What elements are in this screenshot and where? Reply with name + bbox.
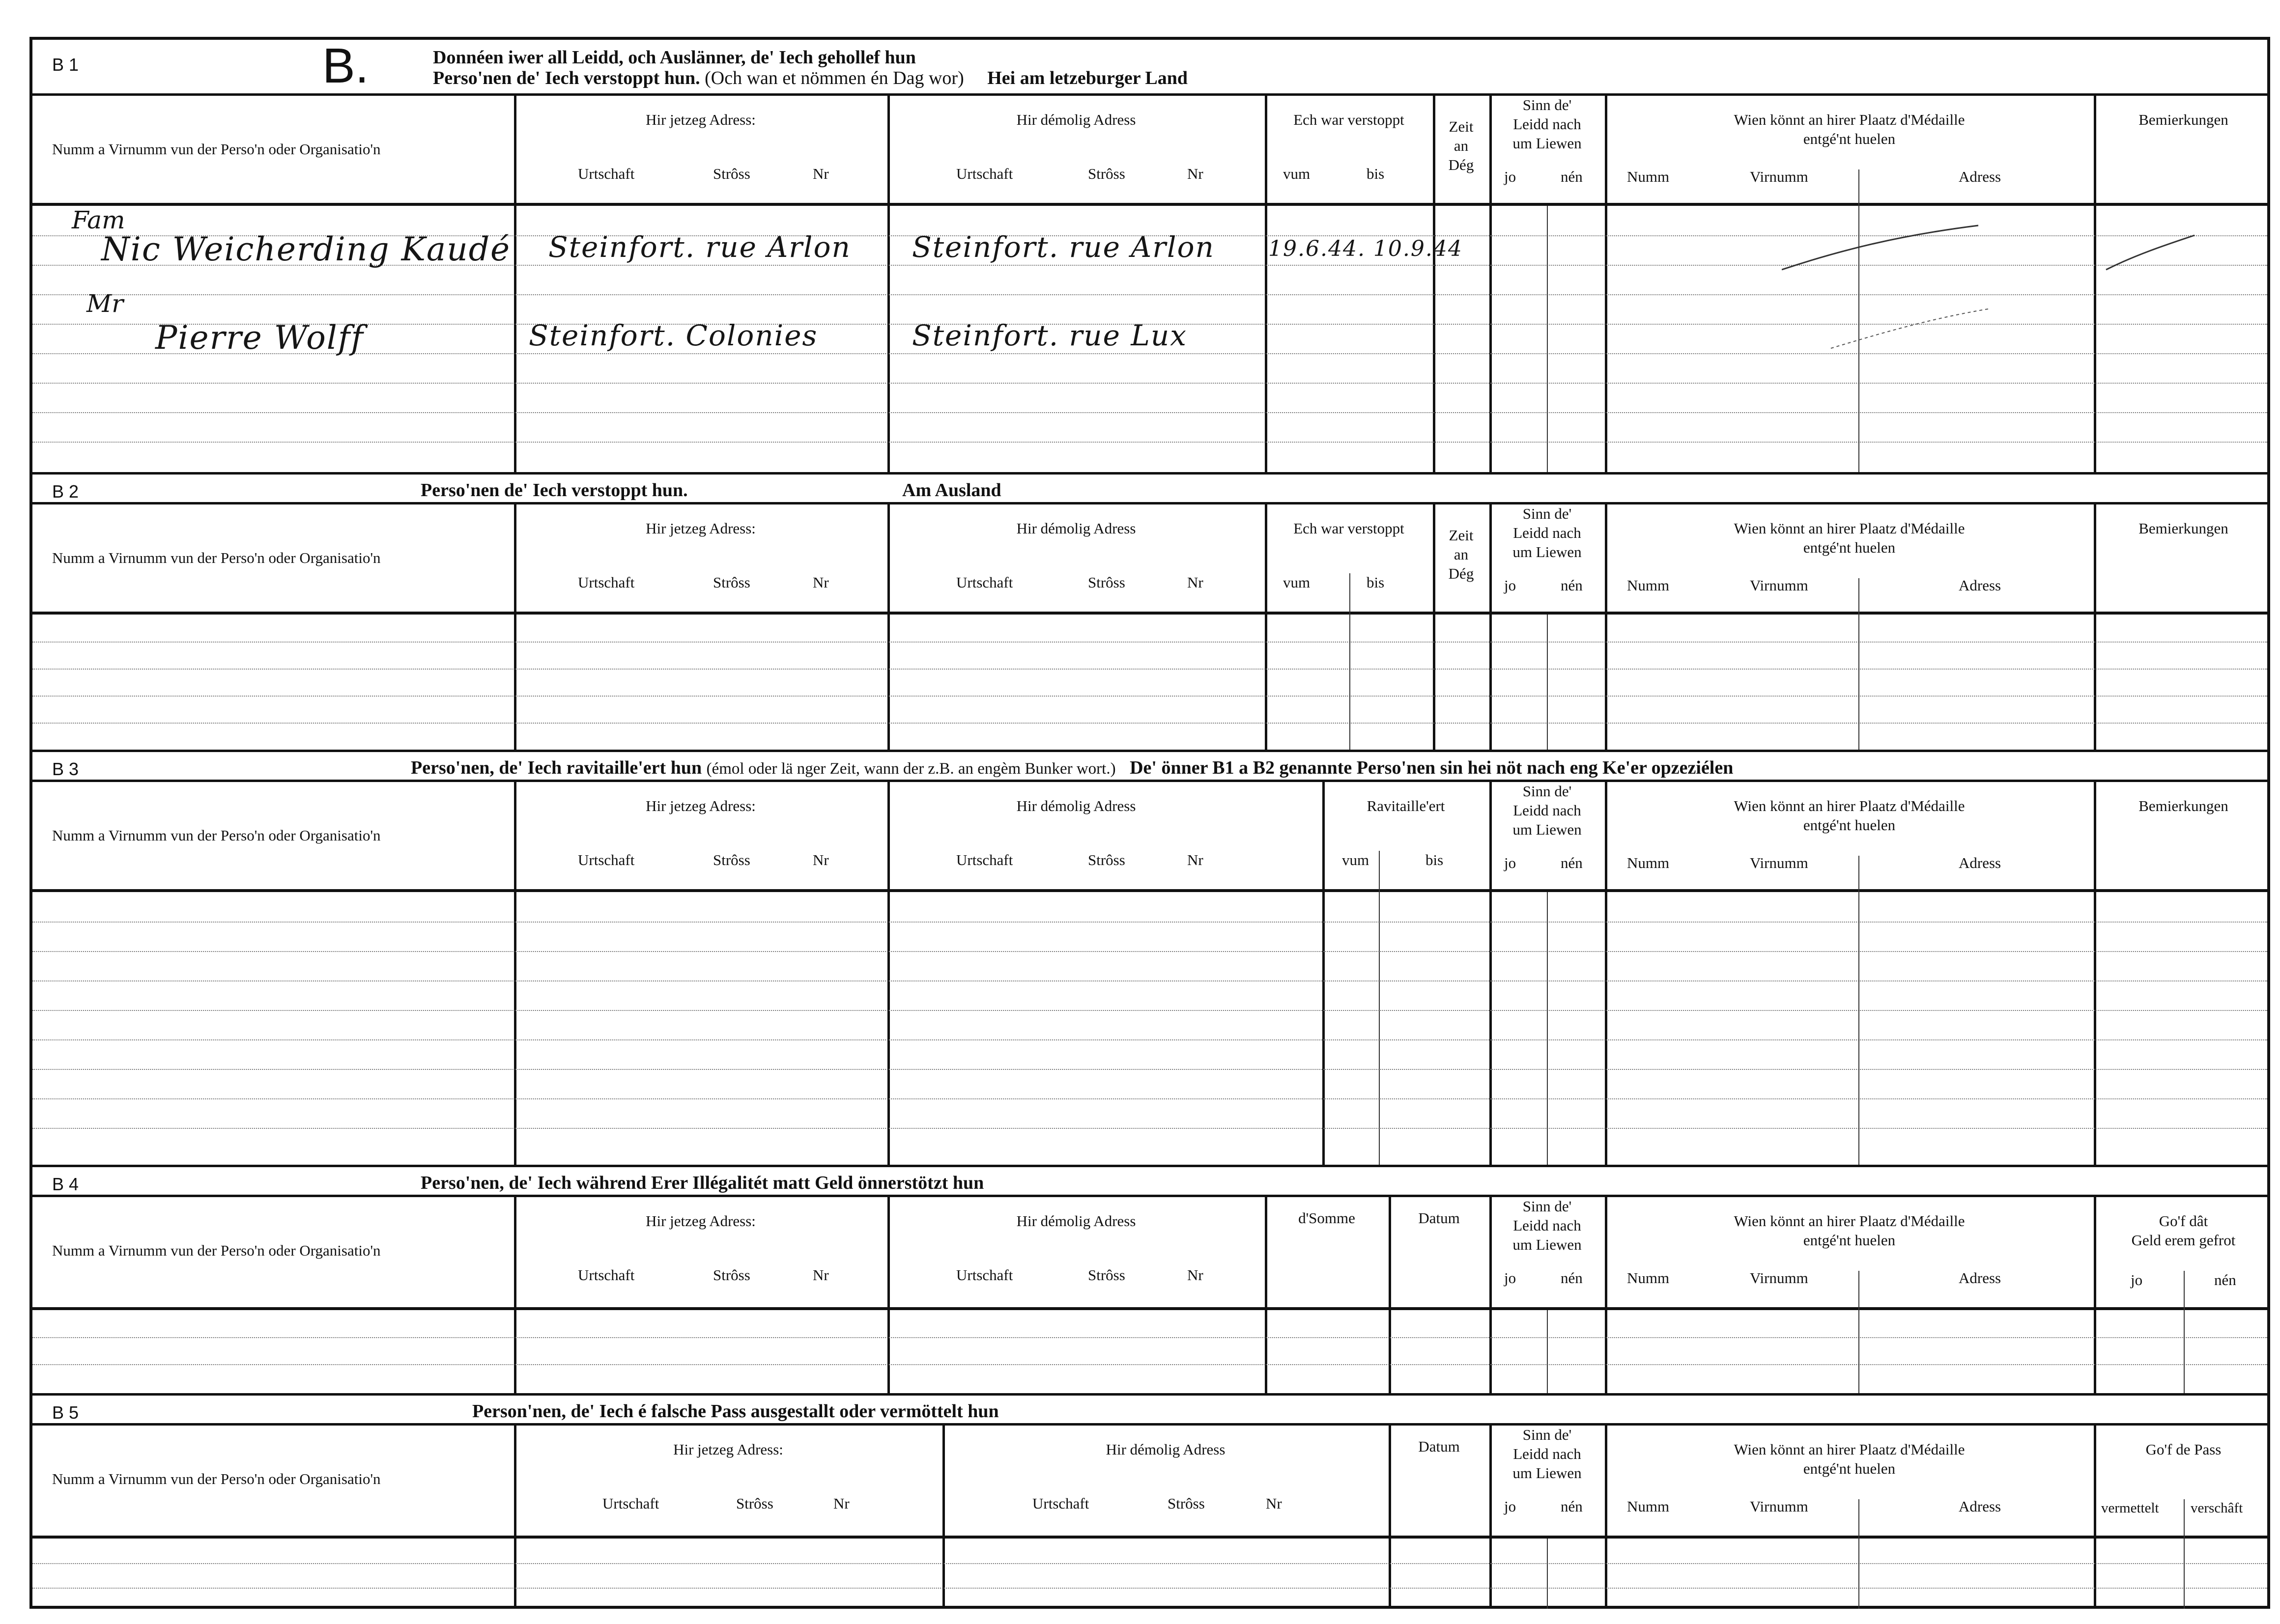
title-note: (émol oder lä nger Zeit, wann der z.B. an engèm Bunker wort.) xyxy=(706,760,1116,778)
stross-label: Strôss xyxy=(713,1266,750,1284)
b1-body xyxy=(32,206,2267,472)
section-id: B 4 xyxy=(52,1174,79,1194)
col-zeit: Zeit an Dég xyxy=(1448,118,1474,173)
col-name-label: Numm a Virnumm vun der Perso'n oder Organisatio'n xyxy=(52,827,381,844)
section-b3 xyxy=(32,750,2267,1165)
virnumm-label: Virnumm xyxy=(1750,168,1808,185)
col-prev-addr-label: Hir démolig Adress xyxy=(1016,520,1136,537)
urtschaft-label: Urtschaft xyxy=(578,1266,635,1284)
nr-label: Nr xyxy=(1266,1495,1282,1512)
numm-label: Numm xyxy=(1627,168,1670,185)
section-id: B 5 xyxy=(52,1402,79,1423)
nen-label: nén xyxy=(1561,1498,1583,1515)
stross-label: Strôss xyxy=(1088,165,1125,182)
section-title-line1: Donnéen iwer all Leidd, och Auslänner, de' Iech gehollef hun xyxy=(433,47,916,68)
nr-label: Nr xyxy=(813,574,829,591)
adress-label: Adress xyxy=(1959,1269,2001,1287)
col-name-label: Numm a Virnumm vun der Perso'n oder Organisatio'n xyxy=(52,1470,381,1487)
jo-label: jo xyxy=(1504,1498,1516,1515)
stross-label: Strôss xyxy=(713,165,750,182)
entry-prefix: Mr xyxy=(86,289,124,318)
jo-label: jo xyxy=(1504,854,1516,871)
entry-prev-addr: Steinfort. rue Lux xyxy=(912,319,1187,352)
virnumm-label: Virnumm xyxy=(1750,854,1808,871)
urtschaft-label: Urtschaft xyxy=(578,574,635,591)
entry-name: Pierre Wolff xyxy=(155,319,364,357)
numm-label: Numm xyxy=(1627,1269,1670,1287)
title-part: Perso'nen de' Iech verstoppt hun. xyxy=(433,68,700,88)
form-frame xyxy=(29,37,2270,1609)
col-zeit: Zeit an Dég xyxy=(1448,527,1474,582)
bis-label: bis xyxy=(1367,165,1385,182)
col-sinn: Sinn de' Leidd nach um Liewen xyxy=(1512,505,1582,560)
b5-body xyxy=(32,1539,2267,1609)
stross-label: Strôss xyxy=(1168,1495,1205,1512)
virnumm-label: Virnumm xyxy=(1750,1498,1808,1515)
section-title: Person'nen, de' Iech é falsche Pass ausgestallt oder vermöttelt hun xyxy=(472,1401,999,1422)
nr-label: Nr xyxy=(1187,165,1203,182)
nr-label: Nr xyxy=(813,165,829,182)
col-medaille: Wien könnt an hirer Plaatz d'Médaille entgé'nt huelen xyxy=(1734,1212,1965,1249)
b3-body xyxy=(32,892,2267,1165)
nr-label: Nr xyxy=(1187,1266,1203,1284)
col-hidden-label: Ech war verstoppt xyxy=(1293,111,1404,128)
col-name-label: Numm a Virnumm vun der Perso'n oder Organisatio'n xyxy=(52,1242,381,1259)
entry-cur-addr: Steinfort. rue Arlon xyxy=(548,230,851,264)
b5-column-header xyxy=(32,1426,2267,1539)
section-b4-header-bar xyxy=(32,1165,2267,1197)
col-name-label: Numm a Virnumm vun der Perso'n oder Organisatio'n xyxy=(52,549,381,566)
col-sinn: Sinn de' Leidd nach um Liewen xyxy=(1512,1426,1582,1482)
col-ravit-label: Ravitaille'ert xyxy=(1367,797,1445,814)
jo-label: jo xyxy=(2131,1271,2143,1288)
nen-label: nén xyxy=(1561,577,1583,594)
numm-label: Numm xyxy=(1627,577,1670,594)
stross-label: Strôss xyxy=(713,851,750,868)
urtschaft-label: Urtschaft xyxy=(578,165,635,182)
col-cur-addr-label: Hir jetzeg Adress: xyxy=(646,797,756,814)
title-part: Perso'nen, de' Iech ravitaille'ert hun xyxy=(411,757,702,778)
nr-label: Nr xyxy=(833,1495,850,1512)
col-gof-geld: Go'f dât Geld erem gefrot xyxy=(2131,1212,2236,1249)
col-hidden-label: Ech war verstoppt xyxy=(1293,520,1404,537)
b2-column-header xyxy=(32,504,2267,615)
urtschaft-label: Urtschaft xyxy=(578,851,635,868)
stross-label: Strôss xyxy=(1088,851,1125,868)
stross-label: Strôss xyxy=(1088,1266,1125,1284)
section-b4 xyxy=(32,1165,2267,1393)
section-id: B 1 xyxy=(52,55,79,75)
title-part: De' önner B1 a B2 genannte Perso'nen sin hei nöt nach eng Ke'er opzeziélen xyxy=(1130,757,1734,778)
col-medaille: Wien könnt an hirer Plaatz d'Médaille entgé'nt huelen xyxy=(1734,1441,1965,1477)
col-sinn: Sinn de' Leidd nach um Liewen xyxy=(1512,96,1582,152)
title-note: (Och wan et nömmen én Dag wor) xyxy=(705,68,964,88)
section-b3-header-bar xyxy=(32,750,2267,782)
adress-label: Adress xyxy=(1959,577,2001,594)
b4-column-header xyxy=(32,1197,2267,1310)
form-letter: B. xyxy=(322,38,369,93)
col-datum-label: Datum xyxy=(1418,1438,1460,1455)
col-sinn: Sinn de' Leidd nach um Liewen xyxy=(1512,1198,1582,1253)
nr-label: Nr xyxy=(1187,574,1203,591)
section-b2 xyxy=(32,472,2267,750)
urtschaft-label: Urtschaft xyxy=(602,1495,659,1512)
col-cur-addr-label: Hir jetzeg Adress: xyxy=(646,520,756,537)
bis-label: bis xyxy=(1367,574,1385,591)
nen-label: nén xyxy=(2214,1271,2236,1288)
nen-label: nén xyxy=(1561,854,1583,871)
bis-label: bis xyxy=(1425,851,1444,868)
numm-label: Numm xyxy=(1627,854,1670,871)
col-cur-addr-label: Hir jetzeg Adress: xyxy=(673,1441,783,1458)
section-b5-header-bar xyxy=(32,1393,2267,1426)
adress-label: Adress xyxy=(1959,1498,2001,1515)
nr-label: Nr xyxy=(813,1266,829,1284)
stross-label: Strôss xyxy=(713,574,750,591)
section-id: B 2 xyxy=(52,481,79,502)
bemierkungen-label: Bemierkungen xyxy=(2138,520,2228,537)
entry-name: Nic Weicherding Kaudé xyxy=(101,230,511,268)
col-medaille: Wien könnt an hirer Plaatz d'Médaille entgé'nt huelen xyxy=(1734,797,1965,834)
col-prev-addr-label: Hir démolig Adress xyxy=(1016,797,1136,814)
adress-label: Adress xyxy=(1959,854,2001,871)
nen-label: nén xyxy=(1561,1269,1583,1287)
nen-label: nén xyxy=(1561,168,1583,185)
urtschaft-label: Urtschaft xyxy=(956,574,1013,591)
b1-column-header xyxy=(32,96,2267,206)
section-b1 xyxy=(32,40,2267,472)
col-cur-addr-label: Hir jetzeg Adress: xyxy=(646,111,756,128)
vum-label: vum xyxy=(1342,851,1369,868)
b3-column-header xyxy=(32,782,2267,892)
urtschaft-label: Urtschaft xyxy=(956,851,1013,868)
section-b5 xyxy=(32,1393,2267,1609)
nr-label: Nr xyxy=(1187,851,1203,868)
col-name-label: Numm a Virnumm vun der Perso'n oder Organisatio'n xyxy=(52,140,381,158)
entry-dates: 19.6.44. 10.9.44 xyxy=(1268,236,1463,261)
section-title: Perso'nen de' Iech verstoppt hun. xyxy=(421,480,688,501)
urtschaft-label: Urtschaft xyxy=(1032,1495,1089,1512)
col-medaille: Wien könnt an hirer Plaatz d'Médaille entgé'nt huelen xyxy=(1734,111,1965,147)
stross-label: Strôss xyxy=(736,1495,773,1512)
vum-label: vum xyxy=(1283,165,1311,182)
section-title-line2 xyxy=(433,67,1188,89)
jo-label: jo xyxy=(1504,1269,1516,1287)
section-b1-header-bar xyxy=(32,40,2267,96)
section-id: B 3 xyxy=(52,759,79,779)
numm-label: Numm xyxy=(1627,1498,1670,1515)
virnumm-label: Virnumm xyxy=(1750,577,1808,594)
verschaft-label: verschâft xyxy=(2191,1500,2243,1516)
section-title: Perso'nen, de' Iech während Erer Illégalitét matt Geld önnerstötzt hun xyxy=(421,1173,984,1193)
col-datum-label: Datum xyxy=(1418,1209,1460,1227)
col-gof-pass: Go'f de Pass xyxy=(2145,1441,2222,1458)
section-title xyxy=(411,757,1733,779)
jo-label: jo xyxy=(1504,168,1516,185)
b2-body xyxy=(32,615,2267,750)
entry-prefix: Fam xyxy=(72,206,125,234)
col-cur-addr-label: Hir jetzeg Adress: xyxy=(646,1212,756,1230)
col-medaille: Wien könnt an hirer Plaatz d'Médaille entgé'nt huelen xyxy=(1734,520,1965,556)
col-somme-label: d'Somme xyxy=(1298,1209,1355,1227)
section-title-2: Am Ausland xyxy=(902,480,1001,501)
entry-prev-addr: Steinfort. rue Arlon xyxy=(912,230,1215,264)
b4-body xyxy=(32,1310,2267,1393)
adress-label: Adress xyxy=(1959,168,2001,185)
col-prev-addr-label: Hir démolig Adress xyxy=(1016,1212,1136,1230)
stross-label: Strôss xyxy=(1088,574,1125,591)
jo-label: jo xyxy=(1504,577,1516,594)
col-prev-addr-label: Hir démolig Adress xyxy=(1016,111,1136,128)
col-prev-addr-label: Hir démolig Adress xyxy=(1106,1441,1226,1458)
vermettelt-label: vermettelt xyxy=(2101,1500,2159,1516)
section-b2-header-bar xyxy=(32,472,2267,504)
title-part: Hei am letzeburger Land xyxy=(987,68,1188,88)
nr-label: Nr xyxy=(813,851,829,868)
urtschaft-label: Urtschaft xyxy=(956,1266,1013,1284)
handwritten-strokes xyxy=(1782,216,2273,363)
bemierkungen-label: Bemierkungen xyxy=(2138,111,2228,128)
vum-label: vum xyxy=(1283,574,1311,591)
virnumm-label: Virnumm xyxy=(1750,1269,1808,1287)
col-sinn: Sinn de' Leidd nach um Liewen xyxy=(1512,783,1582,838)
entry-cur-addr: Steinfort. Colonies xyxy=(529,319,818,352)
bemierkungen-label: Bemierkungen xyxy=(2138,797,2228,814)
urtschaft-label: Urtschaft xyxy=(956,165,1013,182)
